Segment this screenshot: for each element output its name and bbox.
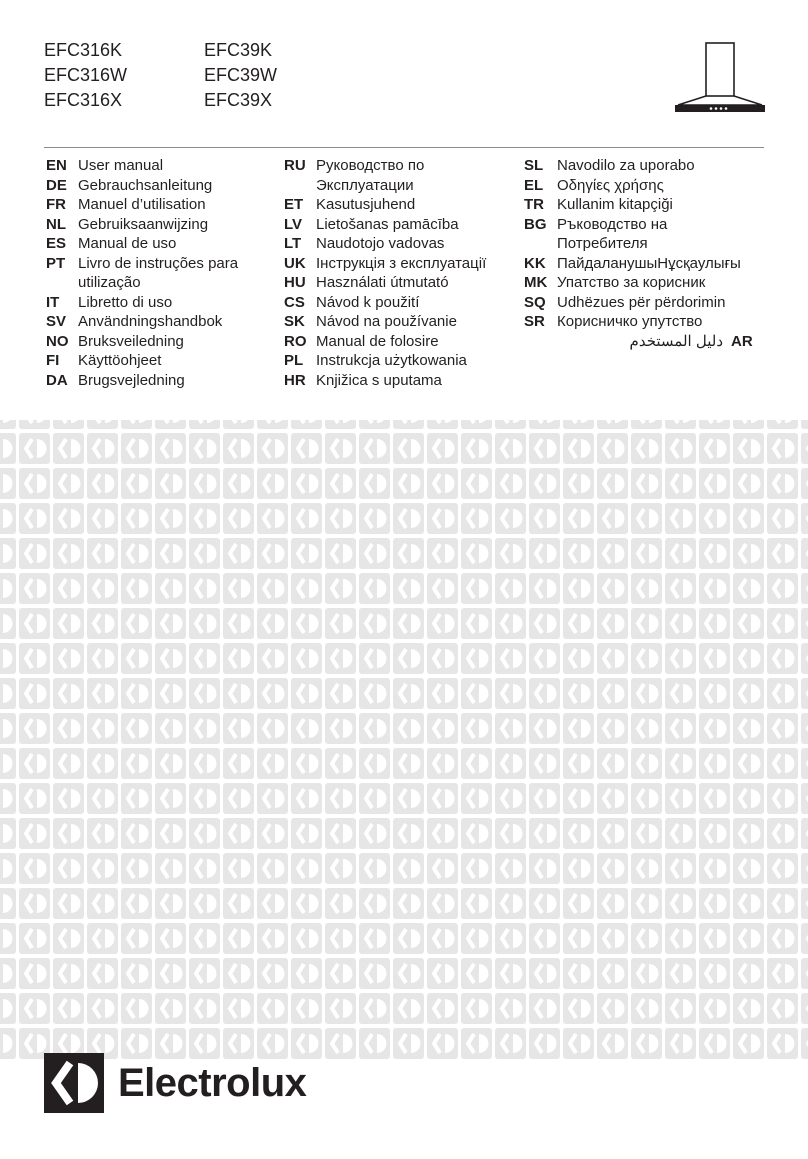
- manual-title: ПайдаланушыНұсқаулығы: [557, 254, 741, 272]
- language-item: [46, 156, 238, 176]
- manual-title: Потребителя: [557, 235, 648, 252]
- language-item: [524, 293, 764, 313]
- manual-title: Kullanim kitapçiği: [557, 196, 673, 213]
- language-code: RU: [284, 157, 306, 174]
- language-item: [284, 176, 486, 196]
- language-item: [284, 254, 486, 274]
- cooker-hood-icon: [670, 40, 770, 120]
- language-column: [46, 156, 238, 390]
- model-number: EFC39K: [204, 40, 273, 60]
- manual-title: Návod na používanie: [316, 313, 457, 330]
- language-item: [46, 273, 238, 293]
- model-number: EFC316W: [44, 65, 128, 85]
- language-item: [46, 215, 238, 235]
- manual-title: Návod k použití: [316, 293, 420, 311]
- manual-title: Інструкція з експлуатації: [316, 254, 487, 272]
- language-code: [46, 273, 78, 293]
- manual-title: Instrukcja użytkowania: [316, 352, 467, 369]
- language-code: RO: [284, 332, 307, 350]
- language-code: [284, 176, 316, 196]
- language-item: [284, 215, 486, 235]
- language-item: [284, 234, 486, 254]
- language-item: [46, 254, 238, 274]
- language-code: DA: [46, 371, 68, 389]
- language-item: [524, 156, 764, 176]
- language-item: [284, 332, 486, 352]
- language-item-arabic: [524, 332, 764, 352]
- electrolux-logo-pattern: [0, 420, 808, 1060]
- language-item: [46, 176, 238, 196]
- language-item: [524, 254, 764, 274]
- language-code: HR: [284, 371, 306, 389]
- manual-title: Naudotojo vadovas: [316, 235, 445, 252]
- divider: [44, 147, 764, 148]
- manual-title: Navodilo za uporabo: [557, 157, 695, 174]
- model-list-right: [204, 38, 277, 113]
- language-code: DE: [46, 176, 67, 194]
- manual-title: Lietošanas pamācība: [316, 215, 459, 233]
- manual-title: User manual: [78, 157, 164, 174]
- model-number: EFC39W: [204, 65, 278, 85]
- language-code: SR: [524, 313, 545, 330]
- language-item: [284, 351, 486, 371]
- language-column: [524, 156, 764, 351]
- language-code: FI: [46, 352, 60, 369]
- language-code: PL: [284, 352, 304, 369]
- language-code: SL: [524, 157, 544, 174]
- manual-title: Knjižica s uputama: [316, 371, 442, 389]
- language-code: MK: [524, 274, 548, 291]
- model-number: EFC316K: [44, 40, 123, 60]
- language-code: NO: [46, 332, 69, 350]
- language-item: [46, 312, 238, 332]
- manual-title: Manual de uso: [78, 235, 177, 252]
- language-item: [46, 195, 238, 215]
- manual-title: Упатство за корисник: [557, 274, 706, 291]
- language-item: [524, 176, 764, 196]
- manual-title: Ръководство на: [557, 215, 668, 233]
- manual-title: Használati útmutató: [316, 274, 449, 291]
- model-list-left: [44, 38, 127, 113]
- language-item: [46, 332, 238, 352]
- language-code: ES: [46, 235, 67, 252]
- language-item: [284, 273, 486, 293]
- manual-title: Οδηγίες χρήσης: [557, 176, 664, 194]
- manual-title: Корисничко упутство: [557, 313, 703, 330]
- manual-title: Kasutusjuhend: [316, 196, 416, 213]
- language-code: EN: [46, 157, 67, 174]
- language-code: IT: [46, 293, 60, 311]
- language-item: [524, 234, 764, 254]
- manual-title: utilização: [78, 274, 141, 291]
- language-code: SK: [284, 313, 305, 330]
- language-item: [46, 234, 238, 254]
- language-code: [524, 234, 557, 254]
- model-number: EFC39X: [204, 90, 273, 110]
- electrolux-logo-icon: [44, 1053, 104, 1113]
- language-code: CS: [284, 293, 305, 311]
- language-code: NL: [46, 215, 66, 233]
- language-item: [46, 293, 238, 313]
- language-item: [524, 195, 764, 215]
- language-item: [284, 312, 486, 332]
- language-code: KK: [524, 254, 546, 272]
- language-item: [284, 195, 486, 215]
- language-code: EL: [524, 176, 544, 194]
- language-code: ET: [284, 196, 304, 213]
- language-code: HU: [284, 274, 306, 291]
- language-code: LV: [284, 215, 303, 233]
- brand-logo: [44, 1048, 306, 1118]
- language-code: PT: [46, 254, 66, 272]
- manual-title: Käyttöohjeet: [78, 352, 162, 369]
- manual-title: Gebrauchsanleitung: [78, 176, 213, 194]
- language-item: [46, 371, 238, 391]
- model-number: EFC316X: [44, 90, 123, 110]
- language-code: AR: [731, 332, 753, 350]
- manual-title: Gebruiksaanwijzing: [78, 215, 209, 233]
- manual-title: Libretto di uso: [78, 293, 173, 311]
- manual-title: Manuel d’utilisation: [78, 196, 206, 213]
- manual-title: Brugsvejledning: [78, 371, 185, 389]
- manual-title: Bruksveiledning: [78, 332, 184, 350]
- manual-title: دليل المستخدم: [629, 332, 723, 350]
- language-item: [524, 215, 764, 235]
- language-code: SV: [46, 313, 67, 330]
- manual-title: Руководство по: [316, 157, 425, 174]
- manual-title: Manual de folosire: [316, 332, 439, 350]
- language-item: [524, 273, 764, 293]
- manual-title: Användningshandbok: [78, 313, 223, 330]
- language-code: LT: [284, 235, 302, 252]
- language-item: [46, 351, 238, 371]
- language-code: SQ: [524, 293, 546, 311]
- manual-title: Эксплуатации: [316, 176, 414, 194]
- manual-title: Livro de instruções para: [78, 254, 239, 272]
- manual-title: Udhëzues për përdorimin: [557, 293, 726, 311]
- language-item: [524, 312, 764, 332]
- language-code: TR: [524, 196, 544, 213]
- language-item: [284, 156, 486, 176]
- language-item: [284, 293, 486, 313]
- language-code: FR: [46, 196, 66, 213]
- language-column: [284, 156, 486, 390]
- language-code: BG: [524, 215, 547, 233]
- brand-name: Electrolux: [118, 1060, 307, 1105]
- language-code: UK: [284, 254, 306, 272]
- language-item: [284, 371, 486, 391]
